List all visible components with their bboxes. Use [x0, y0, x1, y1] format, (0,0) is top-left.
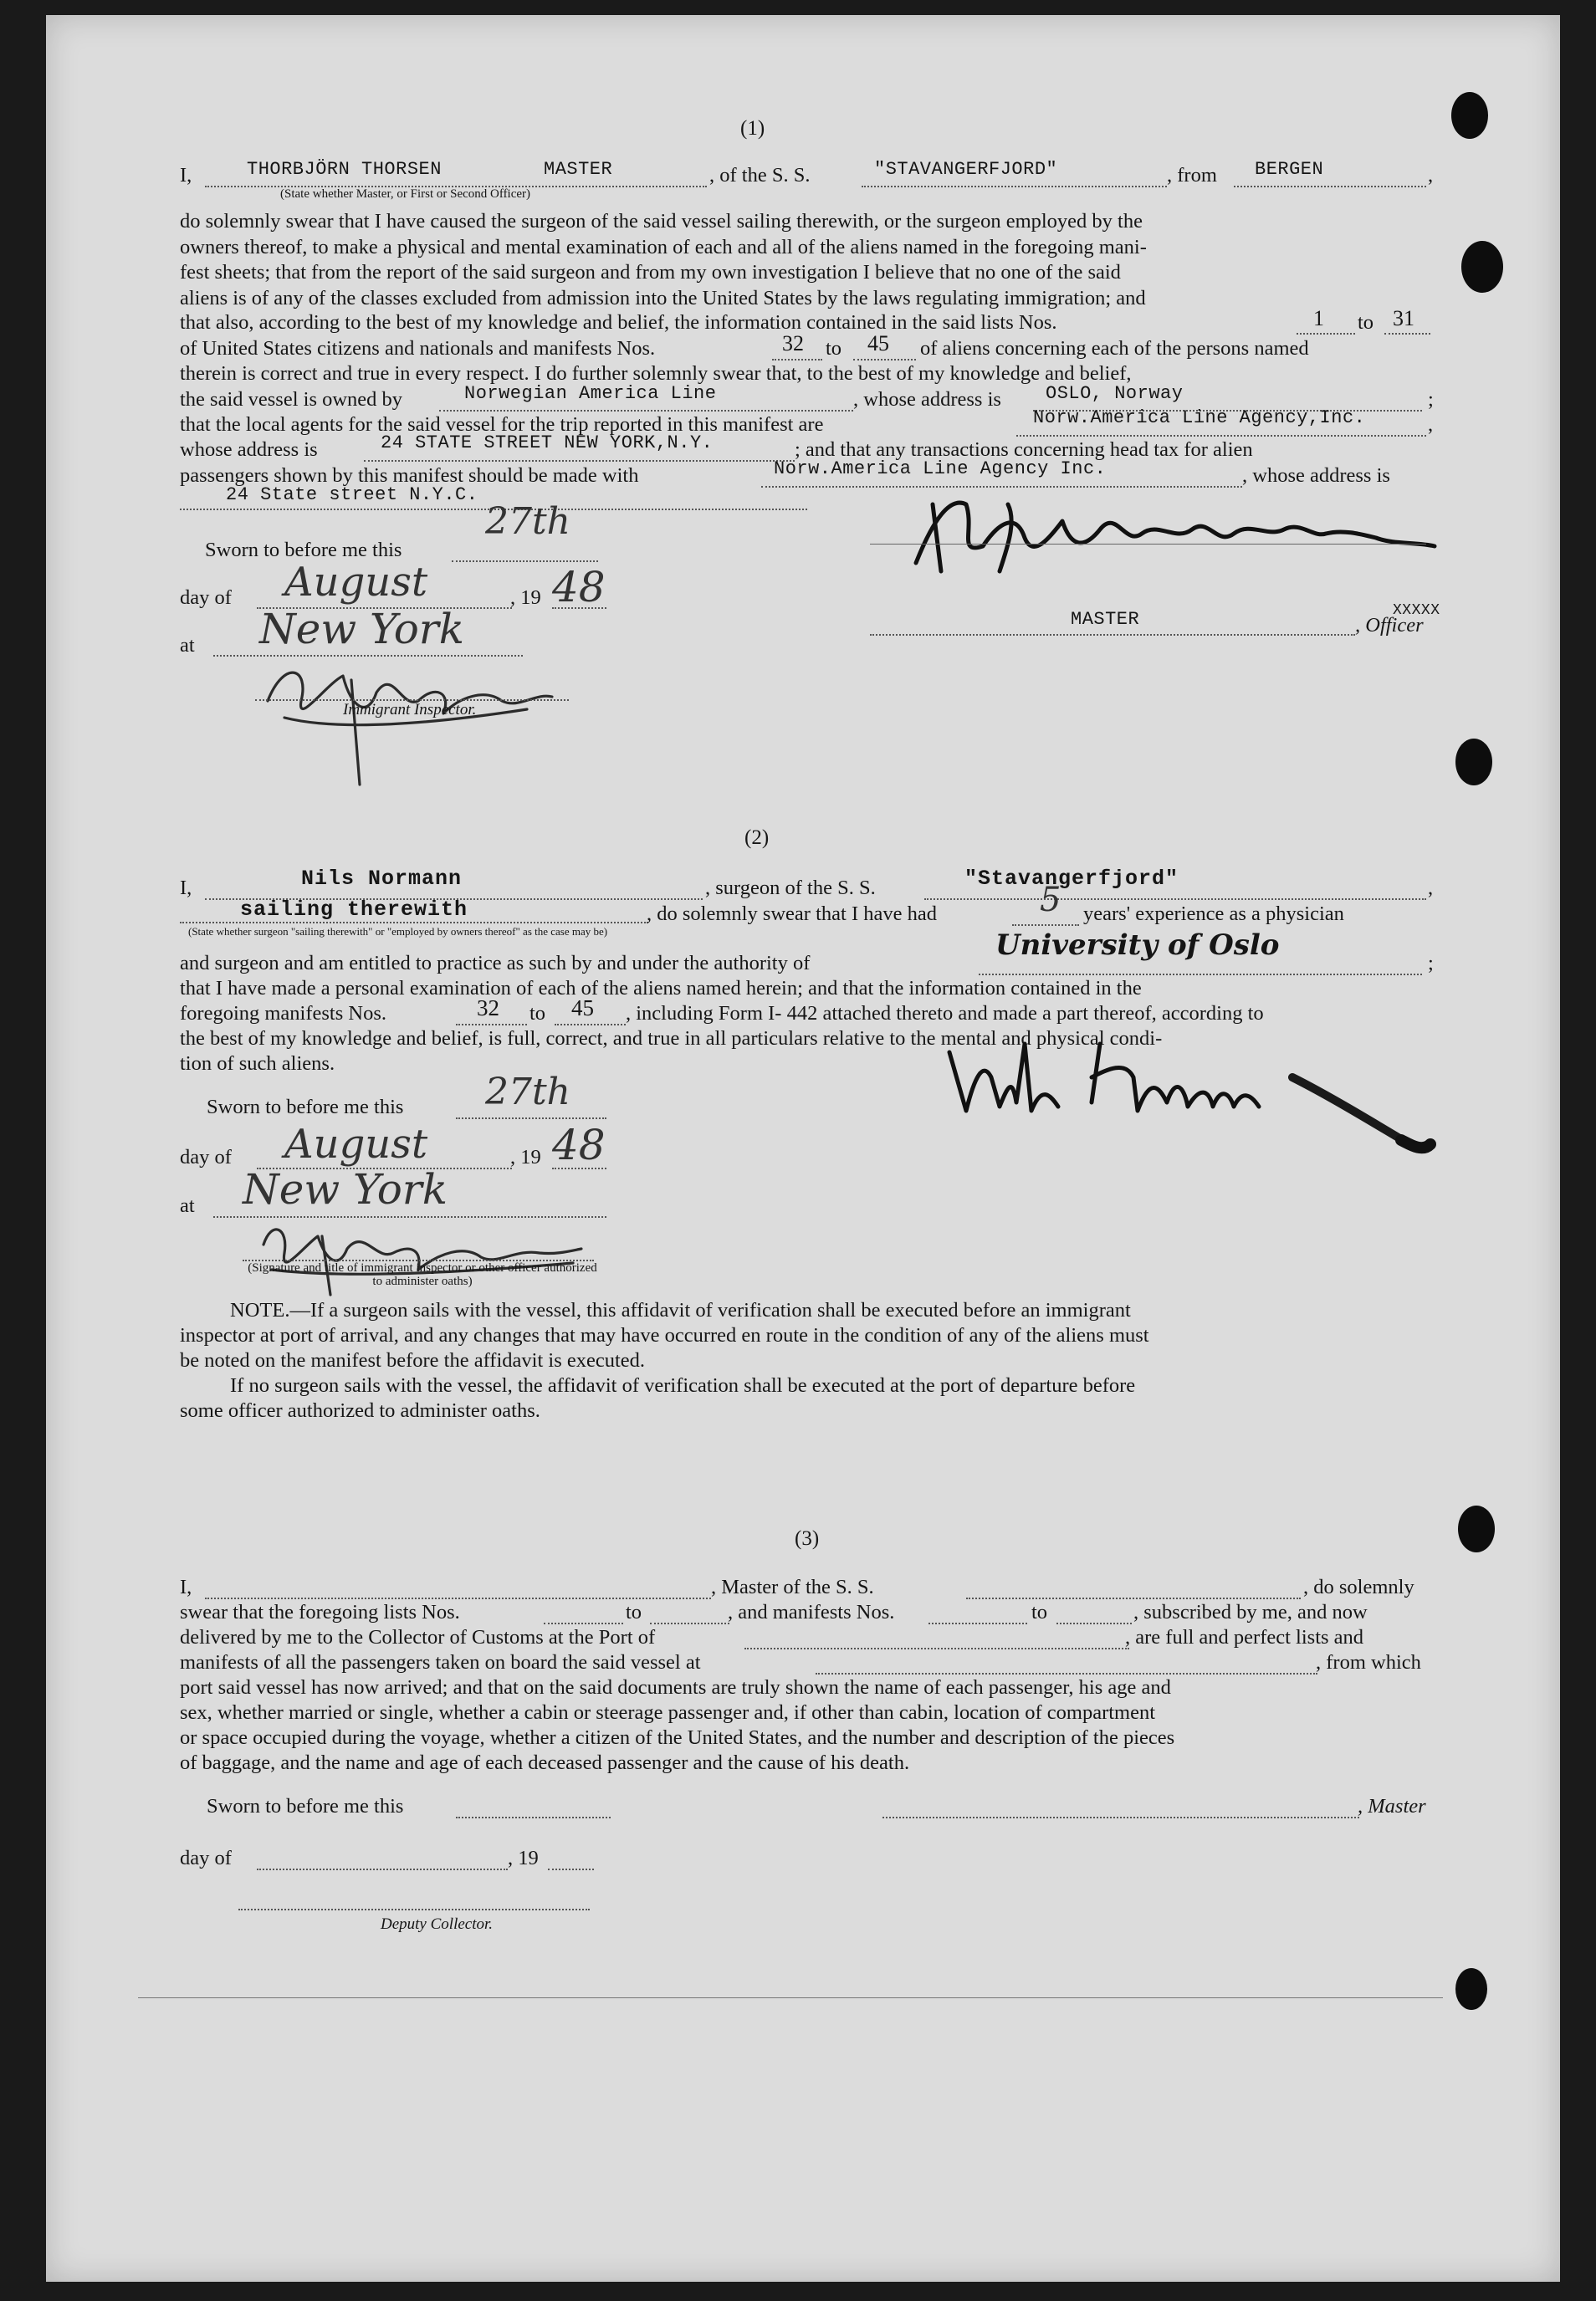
s3-month-line	[257, 1869, 508, 1870]
to-label: to	[1031, 1601, 1048, 1623]
line-4b: , from which	[1316, 1651, 1421, 1674]
body-line: the best of my knowledge and belief, is full, correct, and true in all particulars relative to the mental and physical condi-	[180, 1027, 1163, 1050]
section-3-number: (3)	[795, 1527, 820, 1550]
head-tax-address: 24 State street N.Y.C.	[226, 484, 478, 505]
s2-manifests-to: 45	[571, 995, 594, 1020]
year-prefix: , 19	[510, 586, 541, 609]
sworn-place-2: New York	[243, 1165, 448, 1214]
manifests-from: 32	[782, 331, 804, 355]
passengers-label: passengers shown by this manifest should be made with	[180, 464, 639, 487]
sworn-year-2-line	[552, 1168, 606, 1169]
to-label: to	[1358, 311, 1374, 334]
punch-hole	[1455, 739, 1492, 785]
s3-year-line	[548, 1869, 594, 1870]
inspector-signature-2	[238, 1211, 590, 1303]
collector-line	[238, 1909, 590, 1910]
whose-address-label: , whose address is	[853, 388, 1001, 411]
line-3b: , are full and perfect lists and	[1125, 1626, 1364, 1649]
sworn-year: 48	[552, 563, 606, 611]
sworn-day-2-line	[456, 1117, 606, 1119]
at-label: at	[180, 634, 195, 657]
section-1-body	[180, 209, 1439, 311]
inspector-signature-1	[251, 651, 569, 793]
s3-manifests-to-line	[1056, 1623, 1132, 1624]
line-2a: swear that the foregoing lists Nos.	[180, 1601, 460, 1623]
from-port: BERGEN	[1255, 159, 1324, 180]
punch-hole	[1461, 241, 1503, 293]
sworn-label: Sworn to before me this	[205, 539, 402, 561]
agents-line	[1016, 435, 1426, 437]
owner-line	[439, 410, 853, 412]
surgeon-name: Nils Normann	[301, 867, 463, 891]
s3-port-line	[744, 1648, 1129, 1649]
sailing-note: (State whether surgeon "sailing therewith" or "employed by owners thereof" as the case may be)	[188, 925, 608, 938]
rank-note: (State whether Master, or First or Second Officer)	[280, 187, 531, 201]
day-of-label-2: day of	[180, 1146, 232, 1168]
ink-smudge	[1276, 1061, 1443, 1161]
bottom-rule	[138, 1997, 1443, 1998]
sworn-year-line	[552, 607, 606, 609]
punch-hole	[1458, 1506, 1495, 1552]
sworn-label-3: Sworn to before me this	[207, 1795, 404, 1818]
vessel-name-2: "Stavangerfjord"	[964, 867, 1179, 891]
officer-typed: XXXXX	[1393, 602, 1440, 619]
lists-from-line	[1297, 333, 1355, 335]
foregoing-label: foregoing manifests Nos.	[180, 1002, 386, 1025]
inspector-caption: Immigrant Inspector.	[343, 701, 477, 718]
signer-title: MASTER	[1071, 609, 1140, 630]
s3-sworn-day-line	[456, 1817, 611, 1818]
year-prefix-3: , 19	[508, 1847, 539, 1869]
sworn-day-line	[452, 560, 598, 562]
manifests-from-line	[772, 359, 822, 360]
agents-label: that the local agents for the said vessel for the trip reported in this manifest are	[180, 413, 824, 436]
owned-by-label: the said vessel is owned by	[180, 388, 403, 411]
agents-address-label: whose address is	[180, 438, 318, 461]
manifests-to: 45	[867, 331, 889, 355]
vessel-line	[862, 186, 1167, 187]
owner-address: OSLO, Norway	[1046, 383, 1184, 404]
day-of-label: day of	[180, 586, 232, 609]
sworn-month: August	[284, 559, 428, 606]
year-prefix-2: , 19	[510, 1146, 541, 1168]
authority-label: and surgeon and am entitled to practice as such by and under the authority of	[180, 952, 811, 974]
master-rank: MASTER	[544, 159, 613, 180]
at-label-2: at	[180, 1194, 195, 1217]
s3-master-sign-line	[882, 1817, 1359, 1818]
sworn-day-2: 27th	[485, 1071, 571, 1113]
line-4a: manifests of all the passengers taken on board the said vessel at	[180, 1651, 701, 1674]
body-line: of United States citizens and nationals and manifests Nos.	[180, 337, 656, 360]
section-1-i-label: I,	[180, 164, 192, 187]
s3-master-line	[205, 1598, 711, 1599]
master-of-label: , Master of the S. S.	[711, 1576, 874, 1598]
sworn-month-2: August	[284, 1121, 428, 1168]
line-3a: delivered by me to the Collector of Customs at the Port of	[180, 1626, 656, 1649]
lists-to-line	[1384, 333, 1430, 335]
whose-address-is: , whose address is	[1242, 464, 1390, 487]
surgeon-signature	[933, 1027, 1284, 1127]
body-line: therein is correct and true in every respect. I do further solemnly swear that, to the best of my knowledge and belief,	[180, 362, 1132, 385]
signature-caption-line	[243, 1260, 594, 1261]
vessel-name: "STAVANGERFJORD"	[874, 159, 1058, 180]
note-1: NOTE.—If a surgeon sails with the vessel, this affidavit of verification shall be executed before an immigrant	[230, 1299, 1131, 1322]
s2-manifests-from: 32	[477, 995, 499, 1020]
collector-caption: Deputy Collector.	[381, 1915, 494, 1933]
owner: Norwegian America Line	[464, 383, 717, 404]
body-line: owners thereof, to make a physical and mental examination of each and all of the aliens named in the foregoing mani-	[180, 235, 1147, 258]
section-2-i-label: I,	[180, 877, 192, 899]
punch-hole	[1455, 1968, 1487, 2010]
s3-manifests-from-line	[928, 1623, 1027, 1624]
semicolon: ;	[1428, 388, 1434, 411]
section-1-number: (1)	[740, 117, 765, 140]
signer-title-line	[870, 634, 1355, 636]
to-label: to	[826, 337, 842, 360]
years-line	[1012, 924, 1079, 926]
line-2b: , and manifests Nos.	[728, 1601, 895, 1623]
years: 5	[1040, 881, 1061, 919]
note-1: inspector at port of arrival, and any changes that may have occurred en route in the condition of any of the aliens must	[180, 1324, 1149, 1347]
body-line: of aliens concerning each of the persons named	[920, 337, 1309, 360]
body-line: fest sheets; that from the report of the said surgeon and from my own investigation I believe that no one of the said	[180, 261, 1121, 284]
form-label: , including Form I- 442 attached thereto and made a part thereof, according to	[626, 1002, 1264, 1025]
experience-label: years' experience as a physician	[1083, 903, 1344, 925]
note-2: some officer authorized to administer oaths.	[180, 1399, 540, 1422]
comma: ,	[1428, 413, 1434, 436]
note-1: be noted on the manifest before the affidavit is executed.	[180, 1349, 646, 1372]
surgeon-of-label: , surgeon of the S. S.	[705, 877, 876, 899]
to-label: to	[529, 1002, 546, 1025]
agents-address: 24 STATE STREET NEW YORK,N.Y.	[381, 432, 714, 453]
section-2-number: (2)	[744, 826, 770, 849]
sailing-therewith: sailing therewith	[240, 897, 468, 922]
punch-hole	[1451, 92, 1488, 139]
body-line: that I have made a personal examination of each of the aliens named herein; and that the information contained in the	[180, 977, 1142, 1000]
swear-label: , do solemnly swear that I have had	[647, 903, 937, 925]
s3-vessel-line	[966, 1598, 1301, 1599]
sworn-label-2: Sworn to before me this	[207, 1096, 404, 1118]
line-2c: , subscribed by me, and now	[1133, 1601, 1368, 1623]
head-tax-agent: Norw.America Line Agency Inc.	[774, 458, 1107, 479]
from-label: , from	[1167, 164, 1217, 187]
line-7: or space occupied during the voyage, whether a citizen of the United States, and the number and description of the pieces	[180, 1726, 1175, 1749]
body-line: that also, according to the best of my knowledge and belief, the information contained in the said lists Nos.	[180, 311, 1057, 334]
manifest-page	[46, 15, 1560, 2282]
vessel-2-line	[924, 898, 1426, 900]
agents: Norw.America Line Agency,Inc.	[1033, 407, 1366, 428]
authority: University of Oslo	[995, 928, 1280, 962]
s2-from-line	[456, 1024, 527, 1025]
s3-lists-from-line	[544, 1623, 623, 1624]
day-of-label-3: day of	[180, 1847, 232, 1869]
comma: ,	[1428, 877, 1434, 899]
to-label: to	[626, 1601, 642, 1623]
agents-address-line	[364, 460, 795, 462]
body-line: aliens is of any of the classes excluded from admission into the United States by the laws regulating immigration; and	[180, 286, 1146, 309]
sailing-line	[180, 922, 648, 923]
of-the-ss-label: , of the S. S.	[709, 164, 811, 187]
lists-from: 1	[1313, 306, 1324, 330]
manifests-to-line	[853, 359, 916, 360]
comma: ,	[1428, 164, 1434, 187]
master-name: THORBJÖRN THORSEN	[247, 159, 442, 180]
body-line: do solemnly swear that I have caused the surgeon of the said vessel sailing therewith, or the surgeon employed by the	[180, 210, 1143, 233]
note-2: If no surgeon sails with the vessel, the affidavit of verification shall be executed at the port of departure before	[230, 1374, 1136, 1397]
line-8: of baggage, and the name and age of each deceased passenger and the cause of his death.	[180, 1751, 910, 1774]
s2-to-line	[555, 1024, 626, 1025]
line-6: sex, whether married or single, whether a cabin or steerage passenger and, if other than cabin, location of compartment	[180, 1701, 1156, 1724]
master-signature	[882, 488, 1451, 588]
inspector-line	[255, 699, 569, 701]
signature-caption: (Signature and title of immigrant inspector or other officer authorized to administer oaths)	[248, 1261, 597, 1288]
master-label-3: , Master	[1358, 1795, 1426, 1818]
body-line: tion of such aliens.	[180, 1052, 335, 1075]
swear-label-3: , do solemnly	[1303, 1576, 1414, 1598]
sworn-place: New York	[259, 605, 464, 653]
lists-to: 31	[1393, 306, 1414, 330]
line-5: port said vessel has now arrived; and that on the said documents are truly shown the name of each passenger, his age and	[180, 1676, 1171, 1699]
authority-line	[979, 974, 1422, 975]
sworn-year-2: 48	[552, 1121, 606, 1169]
head-tax-label: ; and that any transactions concerning head tax for alien	[795, 438, 1253, 461]
sworn-day: 27th	[485, 500, 571, 543]
s3-lists-to-line	[650, 1623, 729, 1624]
officer-suffix: , Officer	[1355, 614, 1424, 637]
master-signature-line	[870, 544, 1426, 545]
from-port-line	[1234, 186, 1426, 187]
semicolon: ;	[1428, 952, 1434, 974]
section-3-i-label: I,	[180, 1576, 192, 1598]
s3-departure-line	[816, 1673, 1317, 1675]
